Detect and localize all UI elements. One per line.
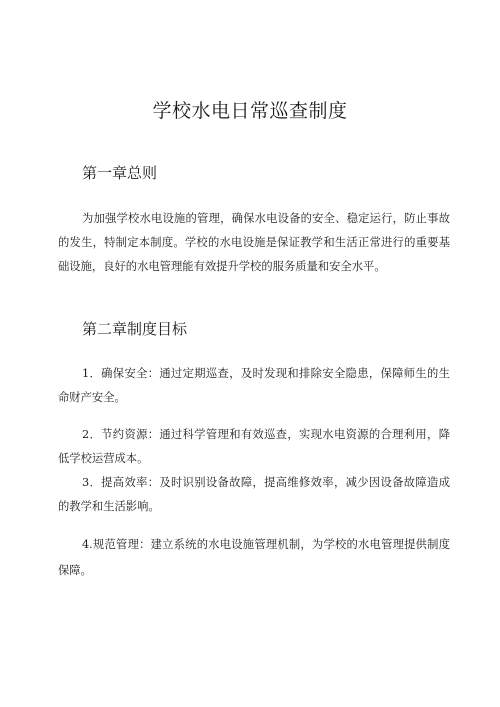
goal-item-1: 1．确保安全：通过定期巡查，及时发现和排除安全隐患，保障师生的生命财产安全。 [58, 367, 450, 404]
chapter-1-heading: 第一章总则 [82, 164, 158, 182]
chapter-1-paragraph: 为加强学校水电设施的管理，确保水电设备的安全、稳定运行，防止事故的发生，特制定本制度。学校的水电设施是保证教学和生活正常进行的重要基础设施，良好的水电管理能有效提升学校的服务质量和安全水平。 [58, 212, 450, 273]
goal-item-4: 4.规范管理：建立系统的水电设施管理机制，为学校的水电管理提供制度保障。 [58, 538, 450, 577]
chapter-2-heading: 第二章制度目标 [82, 320, 188, 338]
document-title: 学校水电日常巡查制度 [152, 100, 348, 122]
goal-item-3: 3．提高效率：及时识别设备故障，提高维修效率，减少因设备故障造成的教学和生活影响。 [58, 476, 450, 513]
goal-item-2: 2．节约资源：通过科学管理和有效巡查，实现水电资源的合理利用，降低学校运营成本。 [58, 428, 450, 465]
